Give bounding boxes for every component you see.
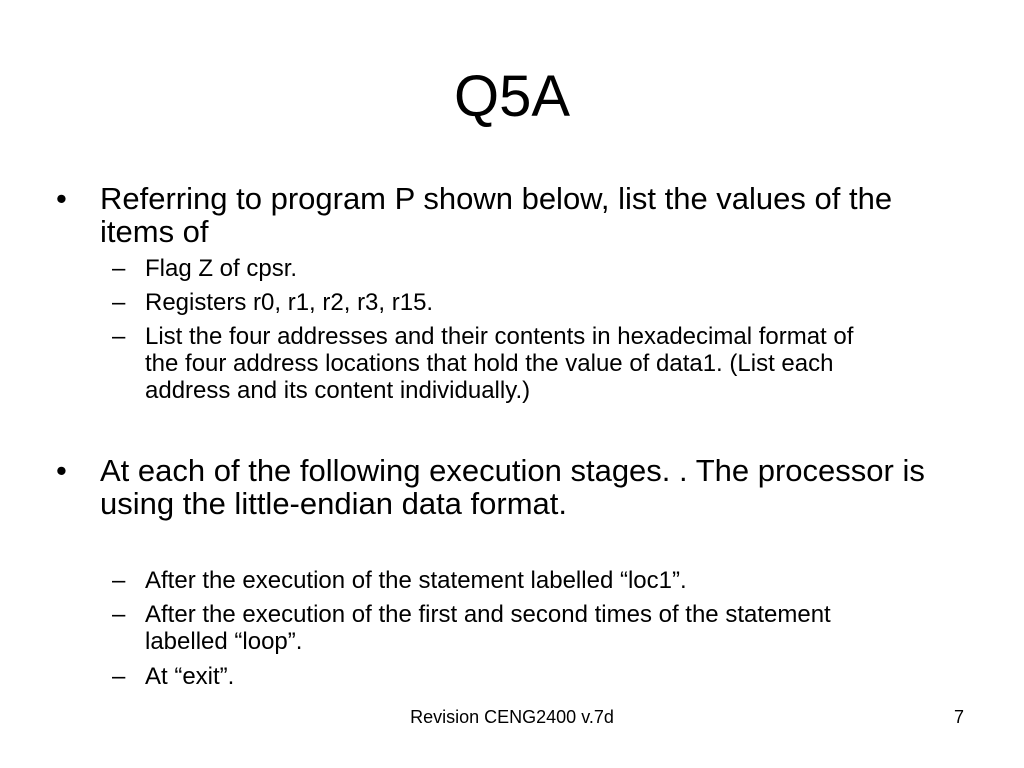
slide-title: Q5A: [453, 64, 571, 129]
dash-marker: –: [112, 323, 126, 350]
bullet-marker: •: [56, 453, 67, 488]
sub-item: [112, 323, 892, 404]
sub-item-text: Registers r0, r1, r2, r3, r15.: [145, 289, 434, 316]
sub-item-text: After the execution of the statement labelled “loc1”.: [145, 567, 687, 594]
dash-marker: –: [112, 601, 126, 628]
sub-item: [112, 663, 892, 690]
dash-marker: –: [112, 567, 126, 594]
footer-revision: Revision CENG2400 v.7d: [410, 707, 614, 727]
sub-item-text: List the four addresses and their contents in hexadecimal format of the four address locations that hold the value of data1. (List each address and its content individually.): [145, 323, 854, 404]
sub-item: [112, 289, 892, 316]
sub-item: [112, 567, 892, 594]
page-number: 7: [953, 707, 964, 727]
sub-item-text: After the execution of the first and second times of the statement labelled “loop”.: [145, 601, 831, 655]
bullet-item: [56, 454, 956, 520]
dash-marker: –: [112, 289, 126, 316]
dash-marker: –: [112, 255, 126, 282]
bullet-text: Referring to program P shown below, list the values of the items of: [100, 181, 893, 249]
bullet-item: [56, 182, 956, 248]
sub-item: [112, 255, 892, 282]
bullet-text: At each of the following execution stages. . The processor is using the little-endian data format.: [100, 453, 925, 521]
sub-item-text: Flag Z of cpsr.: [145, 255, 298, 282]
sub-item-text: At “exit”.: [145, 663, 235, 690]
dash-marker: –: [112, 663, 126, 690]
bullet-marker: •: [56, 181, 67, 216]
sub-item: [112, 601, 892, 655]
